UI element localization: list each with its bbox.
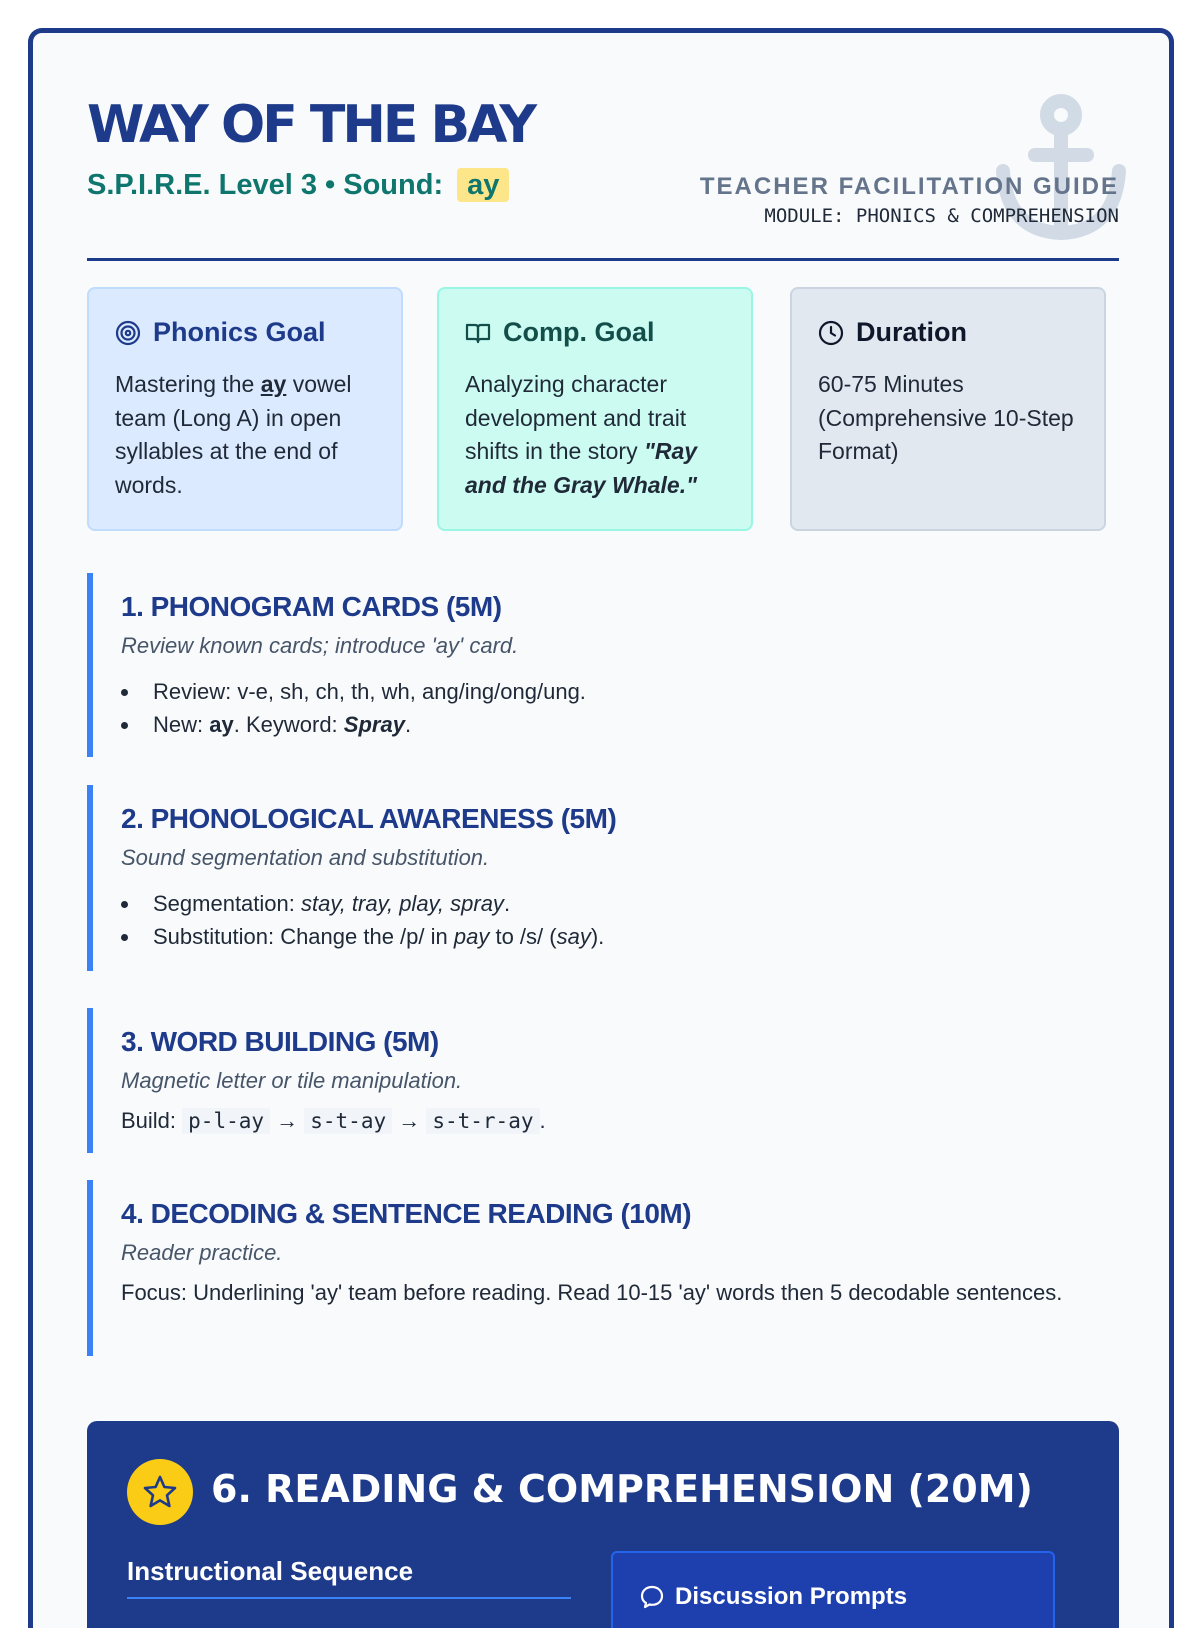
step-title: 1. PHONOGRAM CARDS (5M) xyxy=(121,591,502,622)
chat-bubble-icon xyxy=(639,1584,665,1610)
step-title: 4. DECODING & SENTENCE READING (10M) xyxy=(121,1198,692,1229)
step-phonogram-cards xyxy=(87,573,1119,757)
build-label: Build: xyxy=(121,1108,183,1133)
step-word-building xyxy=(87,1008,1119,1153)
phonics-goal-title: Phonics Goal xyxy=(153,317,326,347)
build-word: p-l-ay xyxy=(182,1108,270,1134)
discussion-prompts-heading xyxy=(639,1583,907,1611)
arrow: → xyxy=(392,1108,427,1133)
book-icon xyxy=(465,320,491,346)
duration-text: 60-75 Minutes (Comprehensive 10-Step Format) xyxy=(818,371,1074,464)
step-phonological-awareness xyxy=(87,785,1119,971)
punctuation: ). xyxy=(590,924,605,949)
step-decoding xyxy=(87,1180,1119,1356)
list-item: Review: v-e, sh, ch, th, wh, ang/ing/ong/ung. xyxy=(121,675,1119,708)
module-label: MODULE: PHONICS & COMPREHENSION xyxy=(764,205,1119,227)
list-item xyxy=(121,920,1119,953)
step-description: Sound segmentation and substitution. xyxy=(121,845,490,870)
step-list xyxy=(121,887,1119,953)
target-icon xyxy=(115,320,141,346)
keyword-label: . Keyword: xyxy=(233,712,344,737)
clock-icon xyxy=(818,320,844,346)
build-sequence xyxy=(121,1104,1119,1138)
duration-card xyxy=(790,287,1106,531)
step-description: Review known cards; introduce 'ay' card. xyxy=(121,633,519,658)
phonics-text-start: Mastering the xyxy=(115,371,261,397)
sound-highlight: ay xyxy=(457,168,509,202)
phonics-goal-heading xyxy=(115,317,375,348)
keyword: Spray xyxy=(343,712,405,737)
step-title: 2. PHONOLOGICAL AWARENESS (5M) xyxy=(121,803,617,834)
substitution-mid: to /s/ ( xyxy=(489,924,557,949)
phonics-goal-text xyxy=(115,368,375,502)
comp-goal-title: Comp. Goal xyxy=(503,317,655,347)
divider xyxy=(127,1597,571,1599)
arrow: → xyxy=(270,1108,305,1133)
phonics-goal-card xyxy=(87,287,403,531)
new-label: New: xyxy=(153,712,210,737)
page-title: WAY OF THE BAY xyxy=(87,95,535,155)
phonics-text-end: vowel team (Long A) in open syllables at the end of words. xyxy=(115,371,352,498)
guide-title: TEACHER FACILITATION GUIDE xyxy=(699,173,1119,200)
step-title: 3. WORD BUILDING (5M) xyxy=(121,1026,439,1057)
comp-goal-heading xyxy=(465,317,725,348)
level-label: S.P.I.R.E. Level 3 • Sound: xyxy=(87,169,444,201)
discussion-prompts-title: Discussion Prompts xyxy=(675,1583,908,1610)
section-title: 6. READING & COMPREHENSION (20M) xyxy=(211,1467,1033,1511)
punctuation: . xyxy=(539,1108,546,1133)
star-icon xyxy=(142,1474,178,1510)
punctuation: . xyxy=(503,891,511,916)
comp-goal-text xyxy=(465,368,725,502)
instructional-sequence-label: Instructional Sequence xyxy=(127,1556,414,1586)
reading-comprehension-section xyxy=(87,1421,1119,1628)
step-description: Magnetic letter or tile manipulation. xyxy=(121,1068,463,1093)
comp-text: Analyzing character development and trait shifts in the story xyxy=(465,371,687,464)
guide-sheet xyxy=(28,28,1174,1628)
step-list xyxy=(121,675,1119,741)
new-card: ay xyxy=(209,712,234,737)
duration-heading xyxy=(818,317,1078,348)
comp-goal-card xyxy=(437,287,753,531)
punctuation: . xyxy=(404,712,412,737)
source-word: pay xyxy=(453,924,490,949)
page-subtitle xyxy=(87,165,509,205)
discussion-prompts-box xyxy=(611,1551,1055,1628)
step-description: Reader practice. xyxy=(121,1240,283,1265)
segmentation-label: Segmentation: xyxy=(153,891,301,916)
story-title: "Ray and the Gray Whale." xyxy=(465,438,698,498)
guide-header xyxy=(87,93,1119,261)
build-word: s-t-ay xyxy=(304,1108,392,1134)
star-badge xyxy=(127,1459,193,1525)
build-word: s-t-r-ay xyxy=(426,1108,539,1134)
list-item xyxy=(121,708,1119,741)
phonics-target-sound: ay xyxy=(260,371,287,397)
list-item xyxy=(121,887,1119,920)
result-word: say xyxy=(556,924,591,949)
segmentation-words: stay, tray, play, spray xyxy=(300,891,504,916)
duration-title: Duration xyxy=(856,317,967,347)
substitution-label: Substitution: Change the /p/ in xyxy=(153,924,454,949)
step-body: Focus: Underlining 'ay' team before reading. Read 10-15 'ay' words then 5 decodable sentences. xyxy=(121,1280,1063,1305)
